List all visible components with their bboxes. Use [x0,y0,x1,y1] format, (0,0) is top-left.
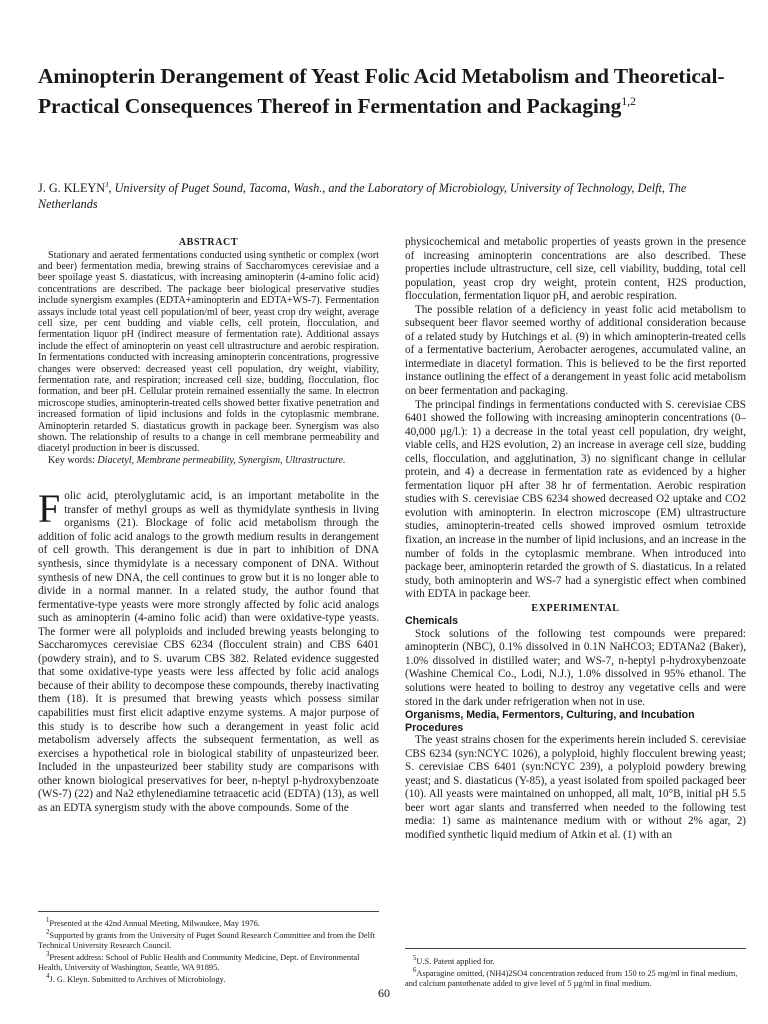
keywords-line [38,455,379,466]
keywords-label: Key words: [48,454,95,466]
paragraph-principal-findings: The principal findings in fermentations conducted with S. cerevisiae CBS 6401 showed the following with increasing aminopterin concentrations (0–40,000 µg/l.): 1) a decrease in the total yeast cell population, dry weight, viable cells, and H2S evolution, 2) an increase in average cell size, budding cells, flocculation, and agglutination, 3) no significant change in cellular protein, and 4) a decrease in fermentation rate as evidenced by a higher fermentation liquor pH after 38 hr of fermentation. Aerobic respiration studies with S. cerevisiae CBS 6234 showed decreased O2 uptake and CO2 evolution with aminopterin. In electron microscope (EM) ultrastructure studies, aminopterin-treated cells showed improved osmium tetroxide fixation, an increase in the number of lipid inclusions, and an increase in the number of folds in the cytoplasmic membrane. When introduced into package beer, aminopterin retarded the growth of S. diastaticus. In a related study, both aminopterin and WS-7 had a synergistic effect when combined with EDTA in package beer. [405,398,746,601]
organisms-heading: Organisms, Media, Fermentors, Culturing, and Incubation Procedures [405,709,695,734]
paragraph-properties: physicochemical and metabolic properties of yeasts grown in the presence of increasing aminopterin concentrations are also described. These properties include ultrastructure, cell size, cell viability, budding, total cell population, yeast crop dry weight, protein content, H2S production, flocculation, fermentation liquor pH, and aerobic respiration. [405,236,746,303]
organisms-text: The yeast strains chosen for the experiments herein included S. cerevisiae CBS 6234 (syn:NCYC 1026), a polyploid, highly flocculent brewing yeast; S. cerevisiae CBS 6401 (syn:NCYC 239), a polyploid powdery brewing yeast; and S. diastaticus (Y-85), a yeast isolated from spoiled packaged beer (10). All yeasts were maintained on unhopped, all malt, 10°B, initial pH 5.5 beer wort agar slants and transferred when needed to the following test media: 1) same as maintenance medium with or without 2% agar, 2) modified synthetic liquid medium of Atkin et al. (1) with an [405,734,746,841]
author-line [38,178,738,212]
author-affiliation: , University of Puget Sound, Tacoma, Wash., and the Laboratory of Microbiology, University of Technology, Delft, The Netherlands [38,181,687,211]
right-column [405,236,746,842]
introduction-text: olic acid, pterolyglutamic acid, is an important metabolite in the transfer of methyl groups as well as thymidylate synthesis in living organisms (21). Blockage of folic acid metabolism through the addition of folic acid analogs to the growth medium results in derangement of cell growth. This derangement is due in part to inhibition of DNA synthesis, since thymidylate is a necessary component of DNA. Without synthesis of new DNA, the cell continues to grow but it is no longer able to divide in a normal manner. In a related study, the author found that fermentative-type yeasts were more strongly affected by folic acid analogs such as aminopterin (4-amino folic acid) than were oxidative-type yeasts. The former were all polyploids and included brewing yeasts belonging to Saccharomyces cerevisiae CBS 6234 (flocculent strain) and CBS 6401 (powdery strain), and to S. uvarum CBS 382. Related evidence suggested that some oxidative-type yeasts were less affected by folic acid analogs because of their ability to decompose these compounds, thereby inactivating them (18). It is presumed that brewing yeasts which possess similar capabilities must first elicit adaptive enzyme systems. A major purpose of this study is to describe how such a derangement in yeast folic acid metabolism adversely affects the subsequent fermentation, as well as exercises a hypothetical role in biological stability of unpasteurized beer. Included in the unpasteurized beer stability study are comparisons with other known biological preservatives for beer, n-heptyl p-hydroxybenzoate (WS-7) (22) and Na2 ethylenediamine tetraacetic acid (EDTA) (13), as well as an EDTA synergism study with the above compounds. Some of the [38,490,379,814]
footnote-4: $^4$J. G. Kleyn. Submitted to Archives of Microbiology. [46,973,226,985]
drop-cap: F [38,486,61,532]
footnote-3: $^3$Present address: School of Public Health and Community Medicine, Dept. of Environmental Health, University of Washington, Seattle, WA 91895. [38,951,360,972]
footnote-5: $^5$U.S. Patent applied for. [413,955,495,966]
footnote-6: $^6$Asparagine omitted, (NH4)2SO4 concentration reduced from 150 to 25 mg/ml in final medium, and calcium pantothenate added to give level of 5 µg/ml in final medium. [405,967,738,988]
chemicals-heading: Chemicals [405,615,458,628]
footnotes-left [38,911,379,985]
left-column [38,236,379,815]
title-footnote-marks: 1,2 [621,94,636,108]
footnotes-right [405,948,746,988]
footnote-1: $^1$Presented at the 42nd Annual Meeting, Milwaukee, May 1976. [46,917,260,928]
introduction [38,486,379,815]
abstract-text: Stationary and aerated fermentations conducted using synthetic or complex (wort and beer) fermentation media, brewing strains of Saccharomyces cerevisiae and a beer spoilage yeast S. diastaticus, with increasing aminopterin (4-amino folic acid) concentrations are described. The package beer biological preservative studies include synergism examples (EDTA+aminopterin and EDTA+WS-7). Fermentation assays include total yeast cell population/ml of beer, yeast crop dry weight, average cell size, per cent budding and viable cells, cell protein, flocculation, and fermentation liquor pH (indirect measure of fermentation rate). Additional assays include the effect of aminopterin on yeast cell ultrastructure and aerobic respiration. In fermentations conducted with increasing aminopterin concentrations, progressive changes were observed: decreased yeast cell population, dry weight, viability, fermentation rate, and respiration; increased cell size, budding, flocculation, floc formation, and beer pH. Cellular protein remained essentially the same. In electron microscope studies, aminopterin-treated cells showed better fixative penetration and increased formation of lipid inclusions and folds in the cytoplasmic membrane. Aminopterin retarded S. diastaticus growth in package beer. Synergism was also shown. The relationship of results to a change in cell membrane permeability and diacetyl production in beer is discussed. [38,249,379,455]
chemicals-text: Stock solutions of the following test compounds were prepared: aminopterin (NBC), 0.1% dissolved in 0.1N NaHCO3; EDTANa2 (Baker), 1.0% dissolved in distilled water; and WS-7, n-heptyl p-hydroxybenzoate (Washine Chemical Co., Lodi, N.J.), 1.0% dissolved in 95% ethanol. The solutions were heated to boiling to destroy any vegetative cells and were stored in the dark under refrigeration when not in use. [405,627,746,708]
paragraph-possible-relation: The possible relation of a deficiency in yeast folic acid metabolism to subsequent beer flavor seemed worthy of additional consideration because of a related study by Hutchings et al. (9) in which aminopterin-treated cells of a fermentative bacterium, Aerobacter aerogenes, accumulated valine, an intermediate in diacetyl formation. This is believed to be the first reported instance outlining the effect of a derangement in yeast folic acid metabolism on beer fermentation and packaging. [405,303,746,398]
page-number: 60 [378,986,390,1000]
keywords-list: Diacetyl, Membrane permeability, Synergism, Ultrastructure. [97,454,346,466]
experimental-heading: EXPERIMENTAL [531,602,620,614]
author-footnote-mark: 3 [105,181,109,189]
article-title-text: Aminopterin Derangement of Yeast Folic Acid Metabolism and Theoretical-Practical Consequences Thereof in Fermentation and Packaging [38,64,725,119]
author-name: J. G. KLEYN [38,181,106,196]
article-title [38,64,738,119]
abstract-heading: ABSTRACT [178,237,239,248]
footnote-2: $^2$Supported by grants from the University of Puget Sound Research Committee and from the Delft Technical University Research Council. [38,929,376,950]
